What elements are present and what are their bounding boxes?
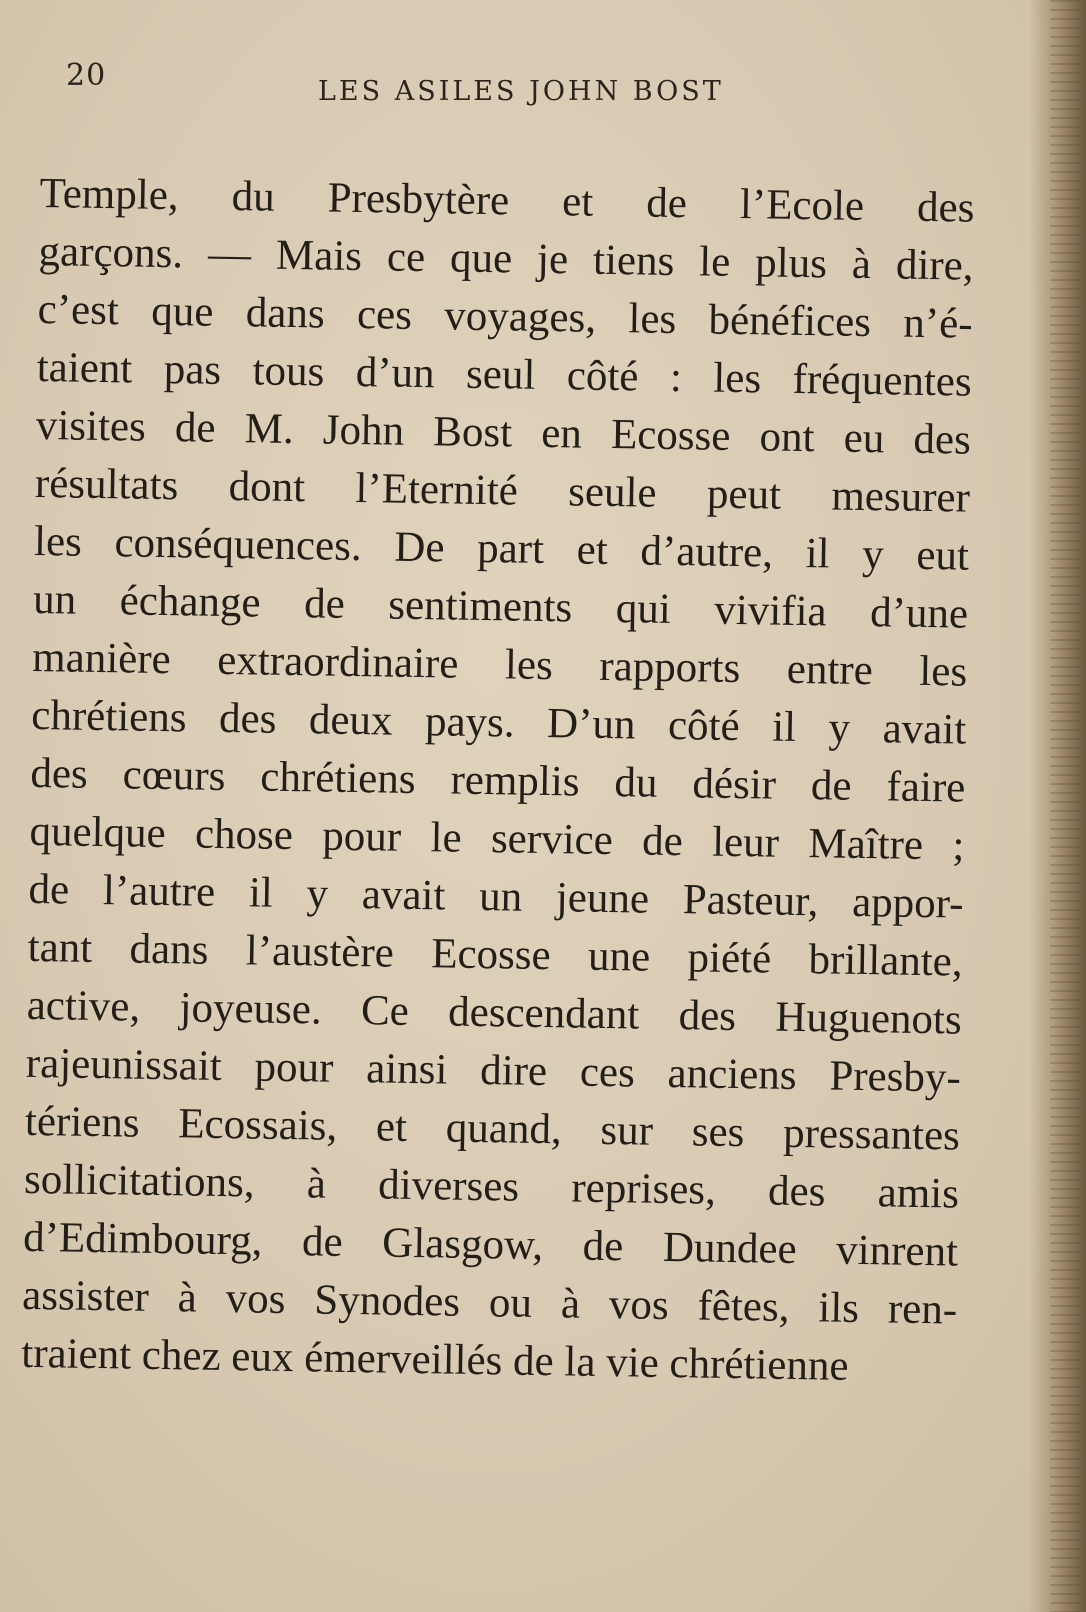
text-line: tériens Ecossais, et quand, sur ses pressantes — [24, 1097, 961, 1160]
text-line: traient chez eux émerveillés de la vie chrétienne — [20, 1329, 849, 1390]
text-line: Temple, du Presbytère et de l’Ecole des — [39, 169, 975, 232]
text-line: les conséquences. De part et d’autre, il y eut — [33, 517, 970, 580]
running-title: LES ASILES JOHN BOST — [318, 76, 724, 107]
page-edge-texture — [1050, 0, 1080, 1612]
text-line: rajeunissait pour ainsi dire ces anciens Presby- — [25, 1039, 962, 1102]
text-line: assister à vos Synodes ou à vos fêtes, ils ren- — [21, 1271, 958, 1334]
text-line: d’Edimbourg, de Glasgow, de Dundee vinrent — [22, 1213, 959, 1276]
text-line: visites de M. John Bost en Ecosse ont eu des — [35, 401, 972, 464]
text-line: des cœurs chrétiens remplis du désir de faire — [30, 749, 966, 812]
text-line: résultats dont l’Eternité seule peut mesurer — [34, 459, 971, 522]
text-line: active, joyeuse. Ce descendant des Huguenots — [26, 981, 963, 1044]
text-line: chrétiens des deux pays. D’un côté il y avait — [30, 691, 967, 754]
text-line: quelque chose pour le service de leur Maître ; — [29, 807, 965, 870]
text-line: sollicitations, à diverses reprises, des amis — [23, 1155, 960, 1218]
text-line: garçons. — Mais ce que je tiens le plus à dire, — [38, 227, 974, 290]
body-text — [21, 165, 1020, 1398]
text-line: c’est que dans ces voyages, les bénéfices n’é- — [37, 285, 973, 348]
text-line: taient pas tous d’un seul côté : les fréquentes — [36, 343, 973, 406]
text-line: de l’autre il y avait un jeune Pasteur, appor- — [28, 865, 964, 928]
page-number: 20 — [66, 58, 107, 93]
text-line: un échange de sentiments qui vivifia d’une — [32, 575, 969, 638]
text-line: tant dans l’austère Ecosse une piété brillante, — [27, 923, 963, 986]
text-line: manière extraordinaire les rapports entre les — [31, 633, 968, 696]
